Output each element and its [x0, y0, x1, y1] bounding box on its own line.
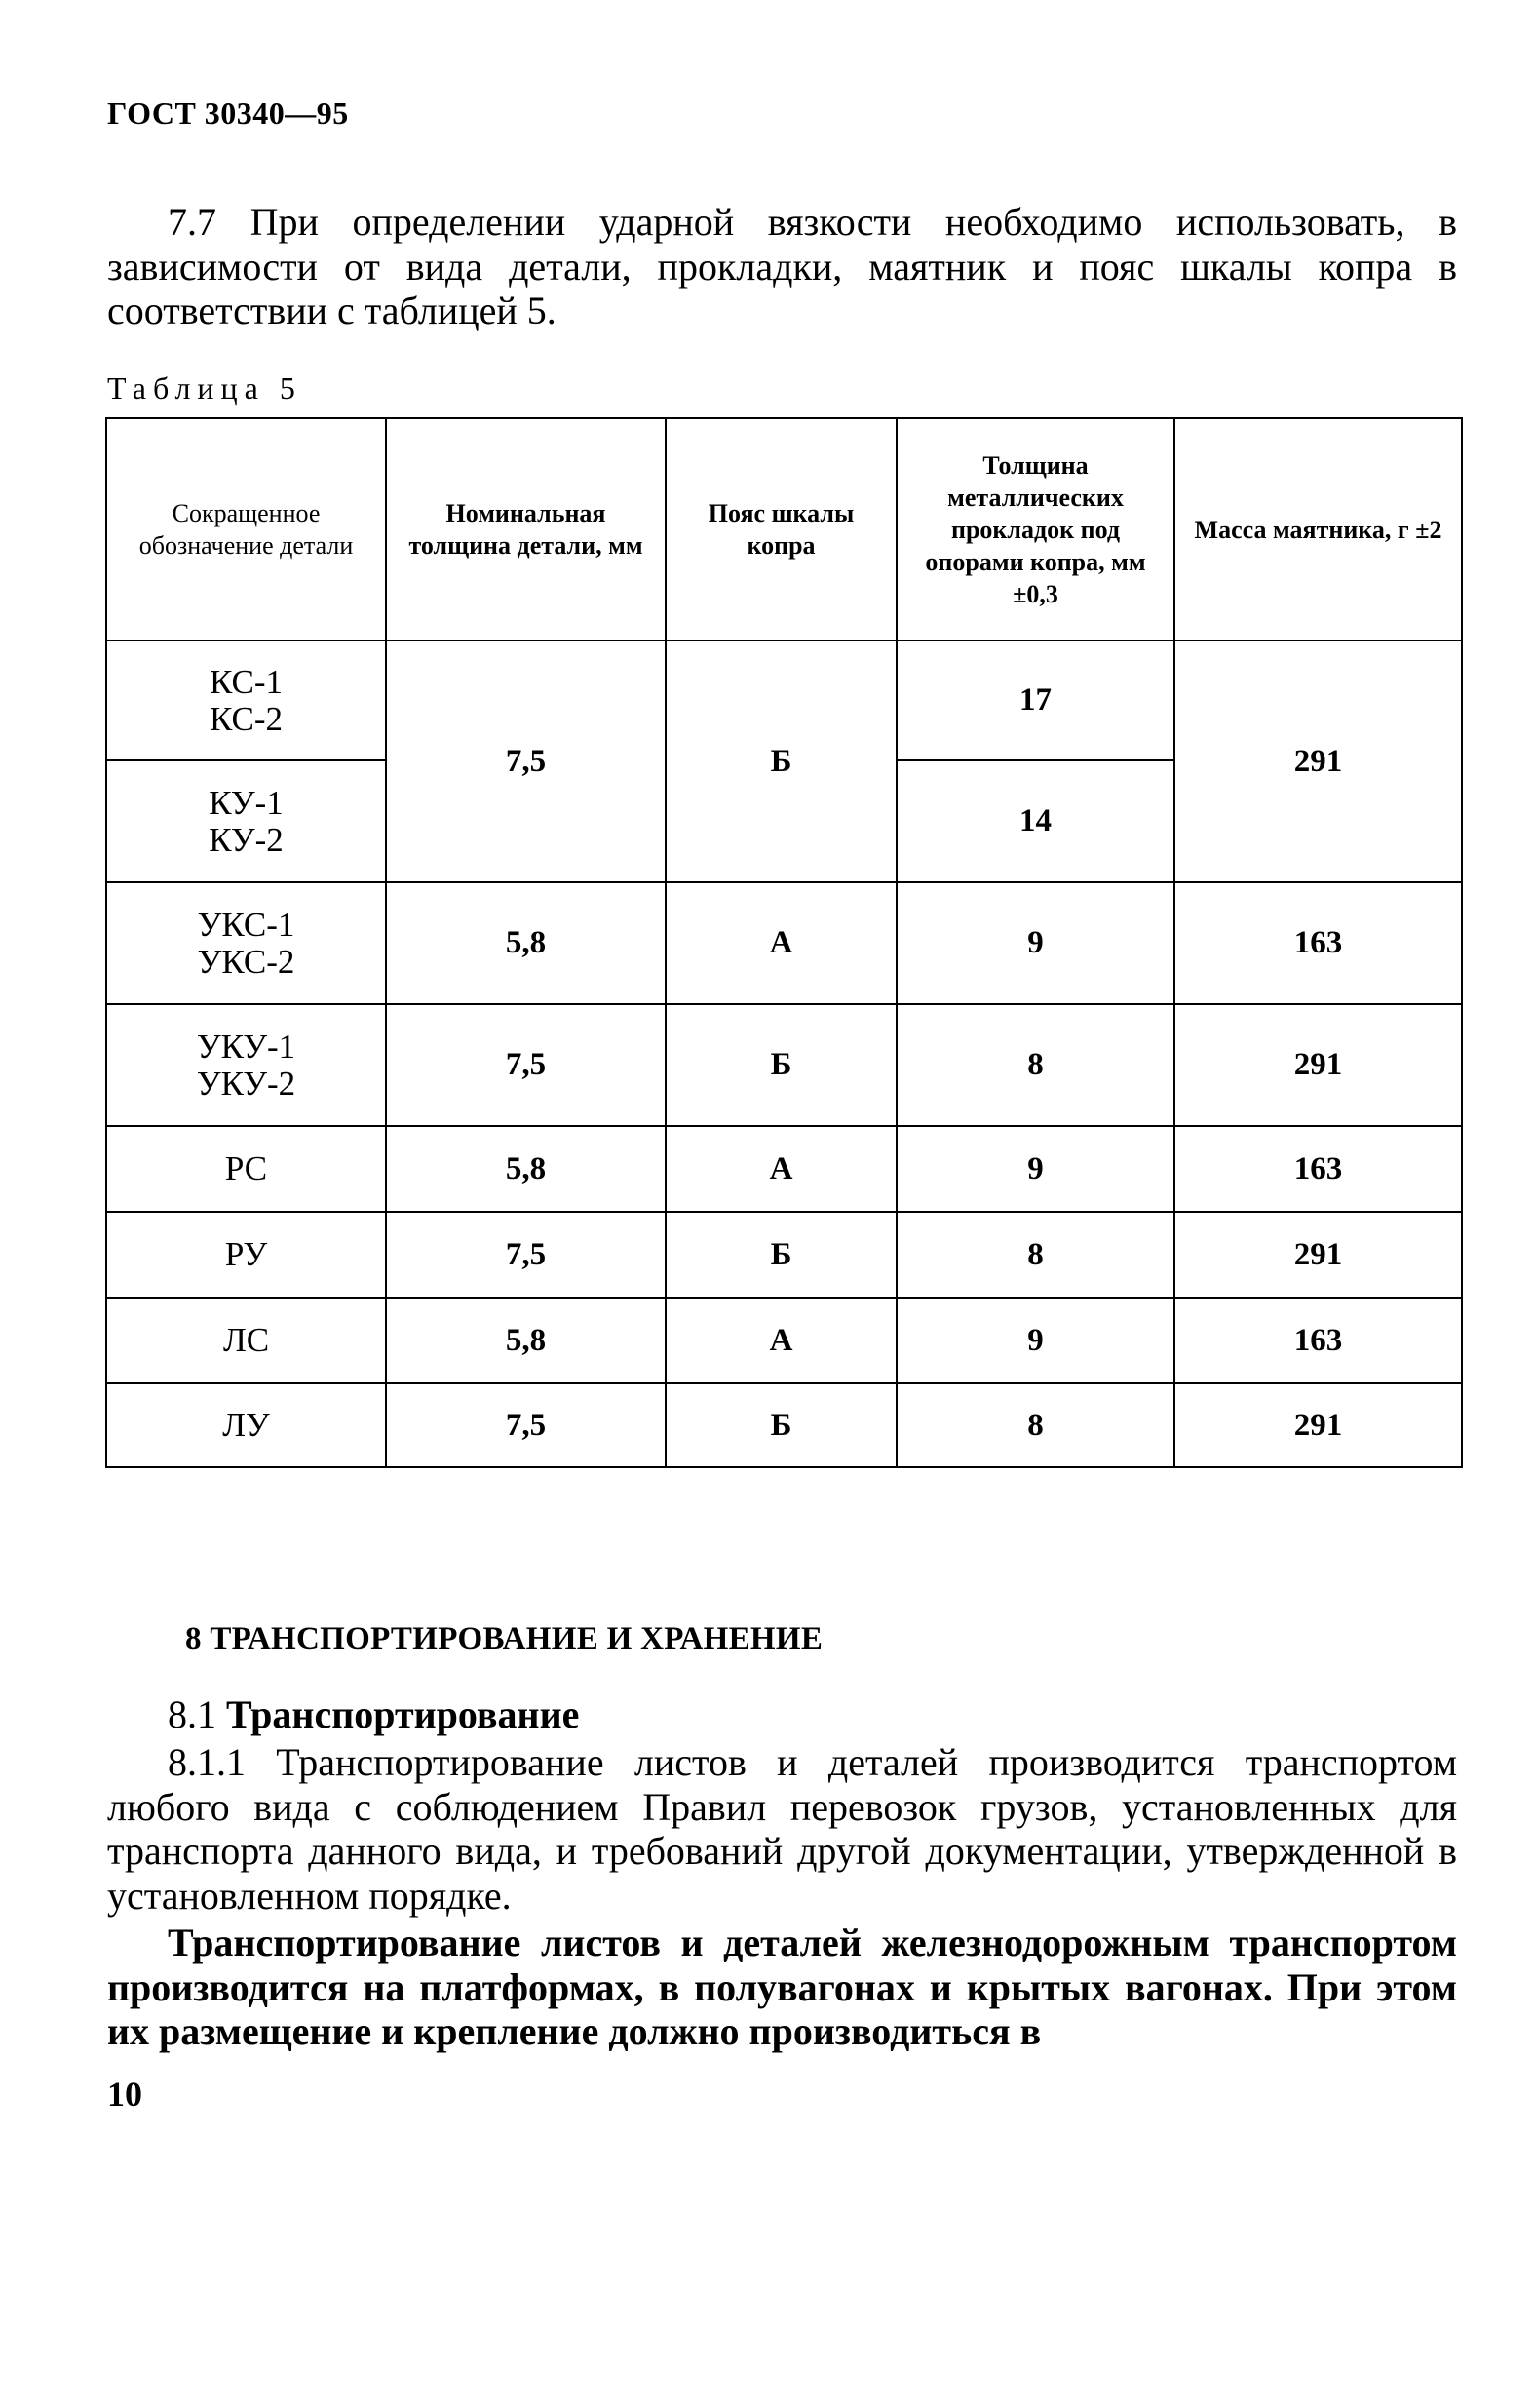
- cell-shim: 9: [897, 1126, 1174, 1212]
- paragraph-8-1-1-text: 8.1.1 Транспортирование листов и деталей производится транспортом любого вида с соблюдением Правил перевозок грузов, установленных для транспорта данного вида, и требований другой документации, утвержденной в установленном порядке.: [107, 1740, 1457, 1918]
- table-row: [106, 1004, 1462, 1126]
- cell-thickness: 7,5: [386, 1004, 666, 1126]
- subsection-title: [168, 1691, 579, 1737]
- cell-thickness: 7,5: [386, 1383, 666, 1467]
- cell-designation: УКУ-1 УКУ-2: [106, 1004, 386, 1126]
- paragraph-7-7-text: 7.7 При определении ударной вязкости необходимо использовать, в зависимости от вида детали, прокладки, маятник и пояс шкалы копра в соответствии с таблицей 5.: [107, 200, 1457, 332]
- cell-mass: 291: [1174, 1212, 1462, 1298]
- cell-scale: А: [666, 882, 897, 1004]
- cell-scale: Б: [666, 1004, 897, 1126]
- cell-shim: 8: [897, 1383, 1174, 1467]
- paragraph-rail-transport: [107, 1921, 1457, 2054]
- header-scale: Пояс шкалы копра: [666, 418, 897, 641]
- header-thickness: Номинальная толщина детали, мм: [386, 418, 666, 641]
- cell-shim: 8: [897, 1212, 1174, 1298]
- cell-designation: ЛУ: [106, 1383, 386, 1467]
- cell-designation: УКС-1 УКС-2: [106, 882, 386, 1004]
- table-row: [106, 641, 1462, 760]
- cell-scale: Б: [666, 641, 897, 882]
- paragraph-8-1-1: [107, 1740, 1457, 1918]
- cell-shim: 14: [897, 760, 1174, 882]
- table-5: [105, 417, 1463, 1468]
- cell-shim: 9: [897, 882, 1174, 1004]
- cell-designation: РС: [106, 1126, 386, 1212]
- table-row: [106, 882, 1462, 1004]
- cell-scale: А: [666, 1126, 897, 1212]
- cell-thickness: 7,5: [386, 641, 666, 882]
- cell-thickness: 5,8: [386, 1126, 666, 1212]
- subsection-name: Транспортирование: [226, 1692, 580, 1736]
- cell-shim: 17: [897, 641, 1174, 760]
- page-number: 10: [107, 2075, 142, 2114]
- cell-shim: 9: [897, 1298, 1174, 1383]
- table-caption: Таблица 5: [107, 370, 302, 406]
- cell-shim: 8: [897, 1004, 1174, 1126]
- cell-designation: КУ-1 КУ-2: [106, 760, 386, 882]
- table-row: [106, 1212, 1462, 1298]
- header-mass: Масса маятника, г ±2: [1174, 418, 1462, 641]
- table-row: [106, 1126, 1462, 1212]
- table-header-row: [106, 418, 1462, 641]
- section-title: 8 ТРАНСПОРТИРОВАНИЕ И ХРАНЕНИЕ: [185, 1621, 824, 1656]
- cell-mass: 163: [1174, 1298, 1462, 1383]
- cell-scale: Б: [666, 1383, 897, 1467]
- cell-mass: 291: [1174, 1383, 1462, 1467]
- cell-mass: 291: [1174, 641, 1462, 882]
- cell-mass: 163: [1174, 1126, 1462, 1212]
- cell-thickness: 5,8: [386, 882, 666, 1004]
- cell-mass: 291: [1174, 1004, 1462, 1126]
- subsection-number: 8.1: [168, 1692, 216, 1736]
- table-row: [106, 1383, 1462, 1467]
- document-header: ГОСТ 30340—95: [107, 96, 349, 131]
- cell-designation: ЛС: [106, 1298, 386, 1383]
- header-shim: Толщина металлических прокладок под опорами копра, мм ±0,3: [897, 418, 1174, 641]
- cell-designation: РУ: [106, 1212, 386, 1298]
- cell-designation: КС-1 КС-2: [106, 641, 386, 760]
- cell-scale: А: [666, 1298, 897, 1383]
- table-row: [106, 1298, 1462, 1383]
- cell-scale: Б: [666, 1212, 897, 1298]
- paragraph-rail-transport-text: Транспортирование листов и деталей железнодорожным транспортом производится на платформах, в полувагонах и крытых вагонах. При этом их размещение и крепление должно производиться в: [107, 1921, 1457, 2053]
- header-designation: Сокращенное обозначение детали: [106, 418, 386, 641]
- cell-thickness: 5,8: [386, 1298, 666, 1383]
- paragraph-7-7: [107, 200, 1457, 333]
- cell-thickness: 7,5: [386, 1212, 666, 1298]
- cell-mass: 163: [1174, 882, 1462, 1004]
